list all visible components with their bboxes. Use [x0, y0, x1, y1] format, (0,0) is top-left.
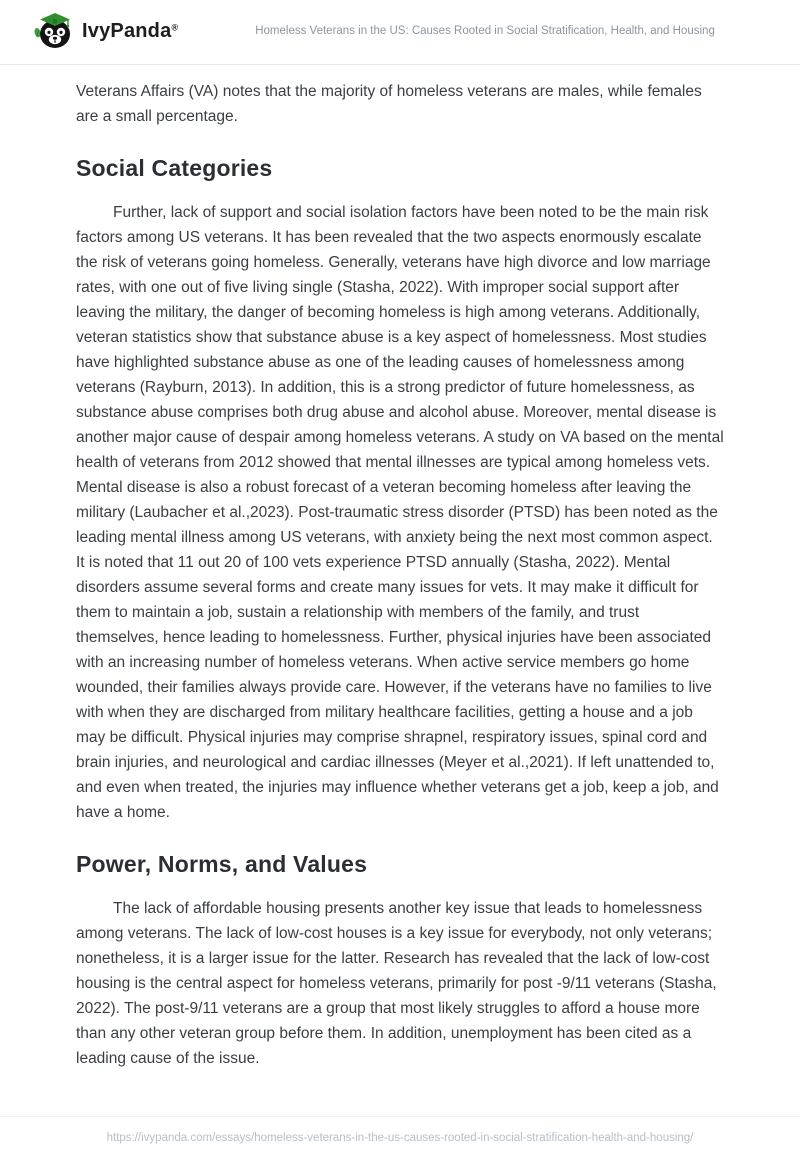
brand-name-text: IvyPanda [82, 19, 172, 42]
section-heading-power-norms-values: Power, Norms, and Values [76, 851, 368, 877]
intro-paragraph: Veterans Affairs (VA) notes that the majority of homeless veterans are males, while females are a small percentage. [76, 83, 702, 125]
ivypanda-panda-logo-icon [32, 10, 74, 52]
paragraph-social-categories: Further, lack of support and social isolation factors have been noted to be the main risk factors among US veterans. It has been revealed that the two aspects enormously escalate the risk of veterans going homeless. Generally, veterans have high divorce and low marriage rates, with one out of five living single (Stasha, 2022). With improper social support after leaving the military, the danger of becoming homeless is high among veterans. Additionally, veteran statistics show that substance abuse is a key aspect of homelessness. Most studies have highlighted substance abuse as one of the leading causes of homelessness among veterans (Rayburn, 2013). In addition, this is a strong predictor of future homelessness, as substance abuse comprises both drug abuse and alcohol abuse. Moreover, mental disease is another major cause of despair among homeless veterans. A study on VA based on the mental health of veterans from 2012 showed that mental illnesses are typical among homeless vets. Mental disease is also a robust forecast of a veteran becoming homeless after leaving the military (Laubacher et al.,2023). Post-traumatic stress disorder (PTSD) has been noted as the leading mental illness among US veterans, with anxiety being the next most common aspect. It is noted that 11 out 20 of 100 vets experience PTSD annually (Stasha, 2022). Mental disorders assume several forms and create many issues for vets. It may make it difficult for them to maintain a job, sustain a relationship with members of the family, and trust themselves, hence leading to homelessness. Further, physical injuries have been associated with an increasing number of homeless veterans. When active service members go home wounded, their families always provide care. However, if the veterans have no families to live with when they are discharged from military healthcare facilities, getting a house and a job may be difficult. Physical injuries may comprise shrapnel, respiratory issues, spinal cord and brain injuries, and neurological and cardiac illnesses (Meyer et al.,2021). If left unattended to, and even when treated, the injuries may influence whether veterans get a job, keep a job, and have a home. [76, 204, 724, 821]
page-header [0, 0, 800, 65]
document-title: Homeless Veterans in the US: Causes Rooted in Social Stratification, Health, and Housing [255, 24, 715, 37]
paragraph-power-norms-values: The lack of affordable housing presents another key issue that leads to homelessness among veterans. The lack of low-cost houses is a key issue for everybody, not only veterans; nonetheless, it is a larger issue for the latter. Research has revealed that the lack of low-cost housing is the central aspect for homeless veterans, primarily for post -9/11 veterans (Stasha, 2022). The post-9/11 veterans are a group that most likely struggles to afford a house more than any other veteran group before them. In addition, unemployment has been cited as a leading cause of the issue. [76, 900, 717, 1067]
brand-name [82, 20, 178, 43]
registered-trademark-mark: ® [171, 22, 179, 33]
page-footer [0, 1116, 800, 1160]
brand[interactable] [32, 10, 178, 52]
section-heading-social-categories: Social Categories [76, 155, 273, 181]
document-content [0, 65, 800, 1116]
source-url-link[interactable]: https://ivypanda.com/essays/homeless-veterans-in-the-us-causes-rooted-in-social-stratification-health-and-housing/ [106, 1132, 694, 1144]
